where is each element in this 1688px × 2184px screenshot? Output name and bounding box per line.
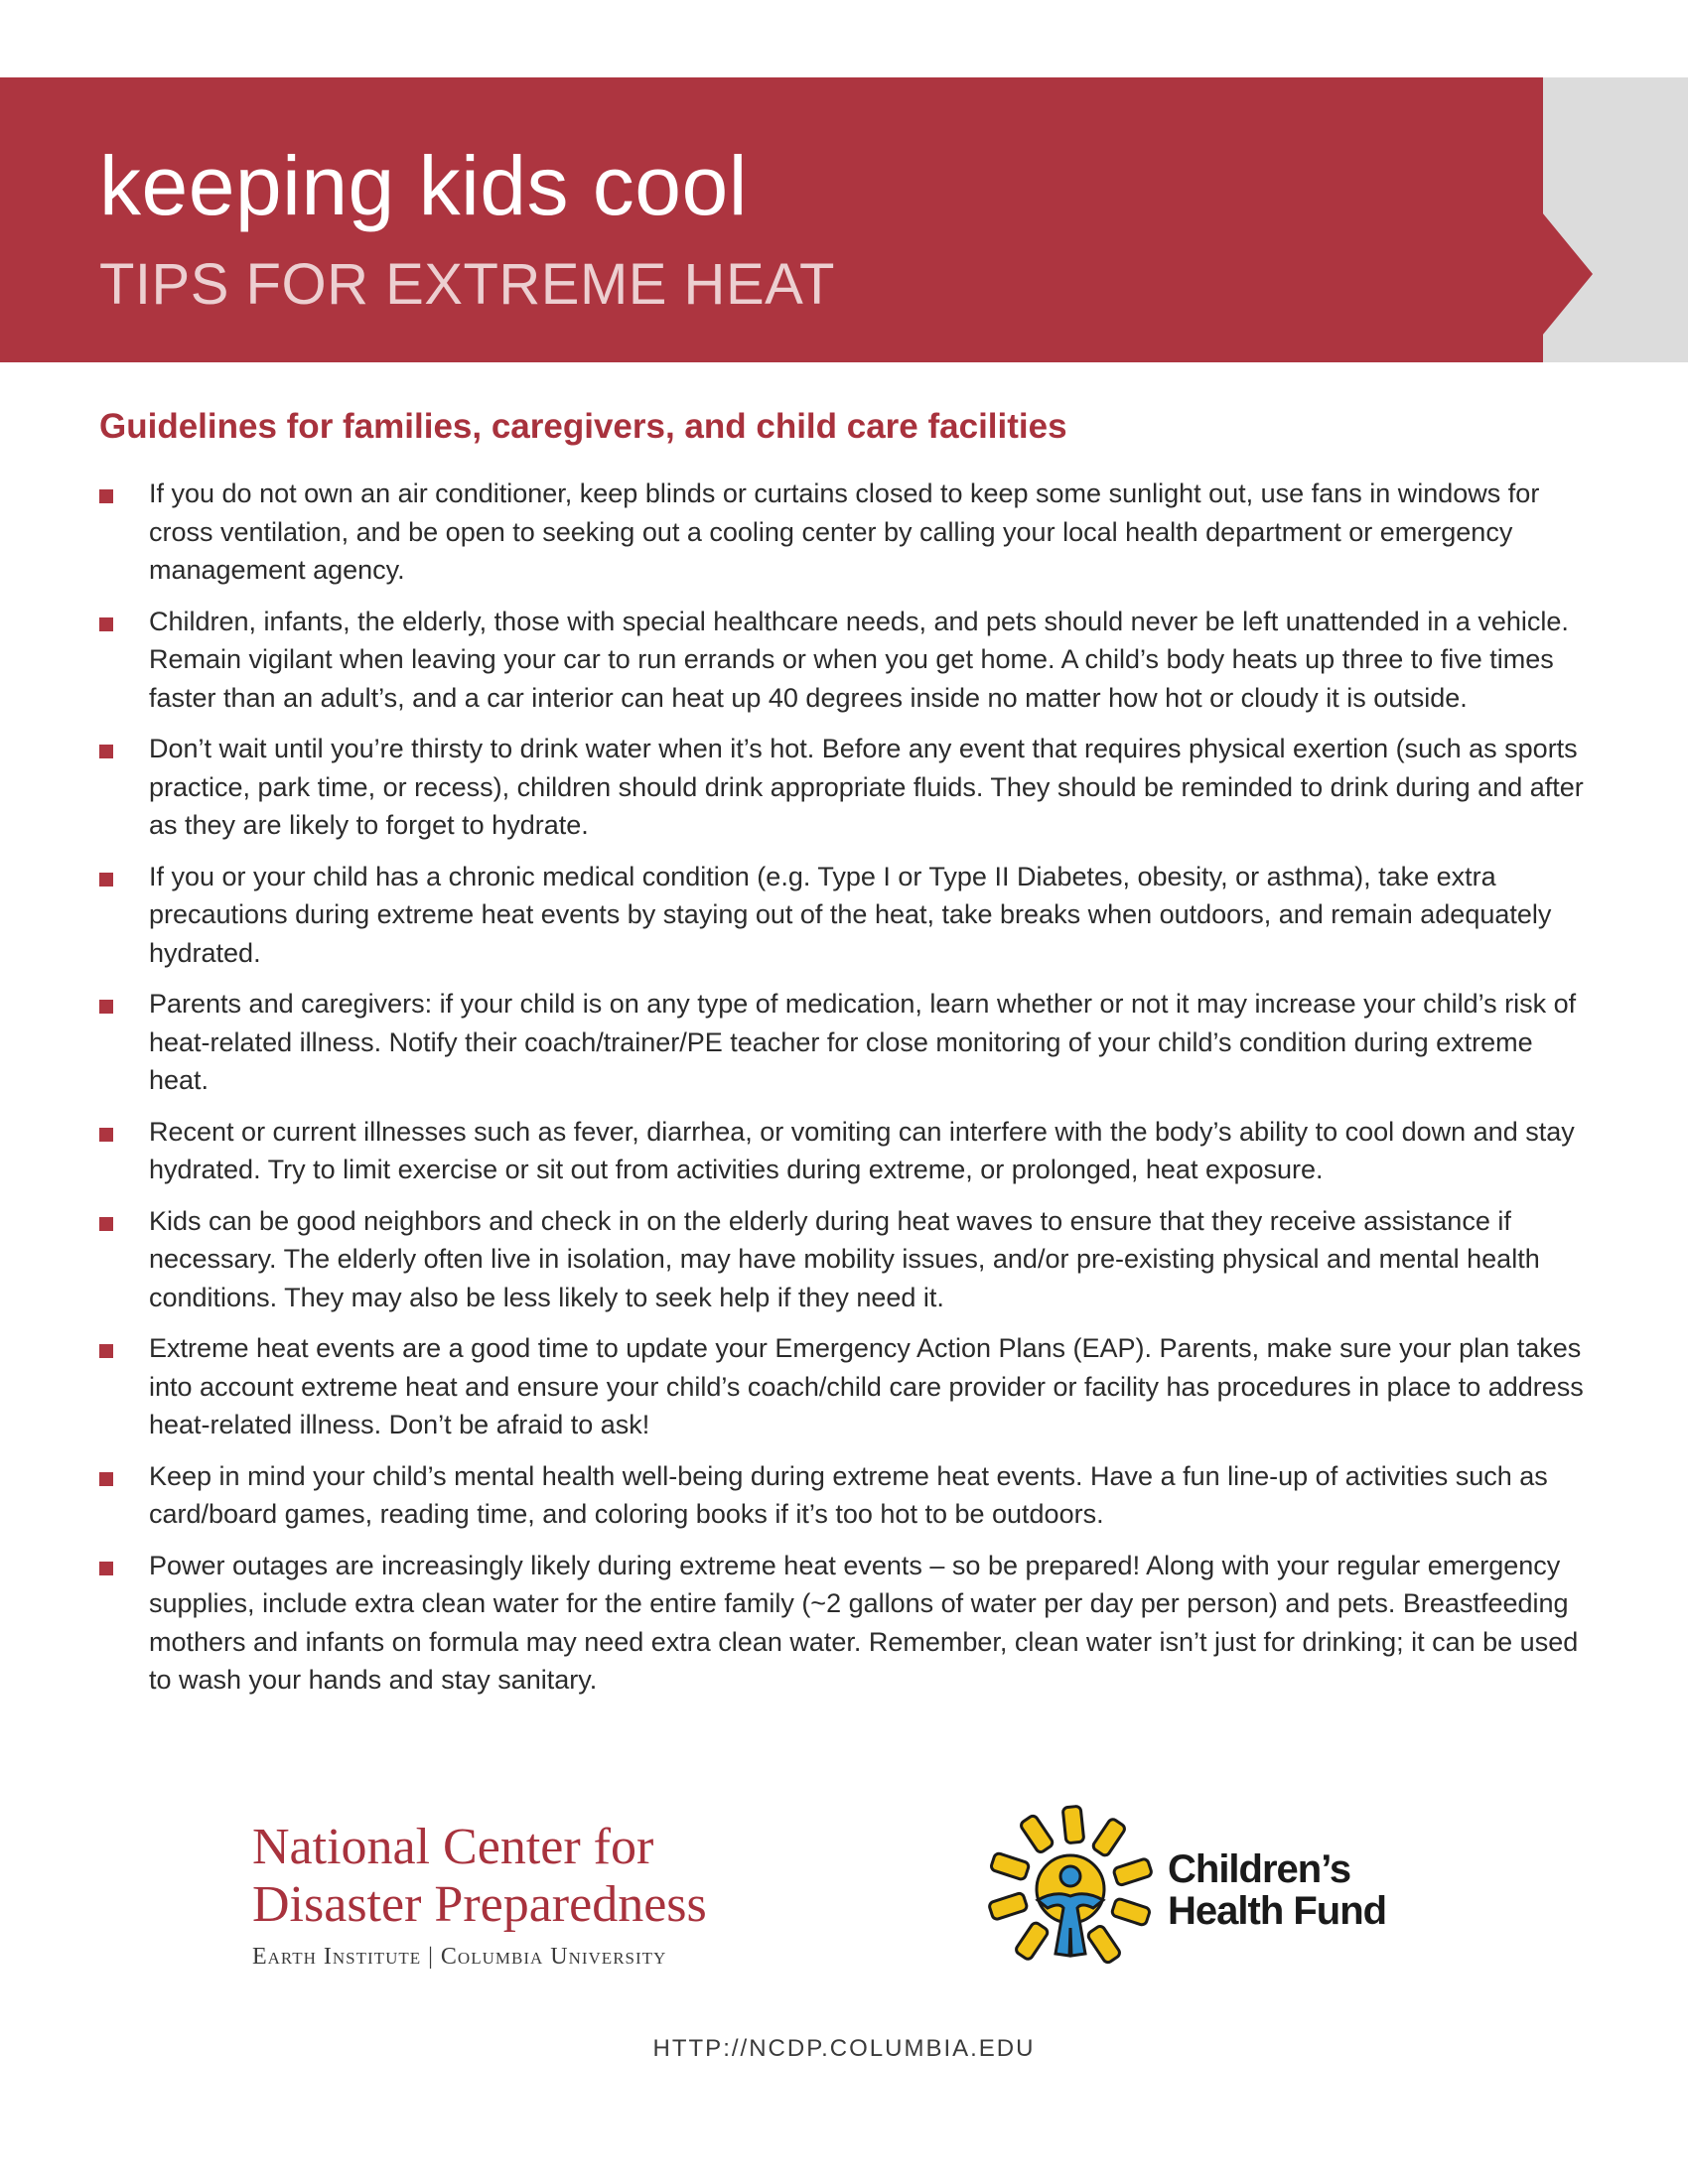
list-item-text: Power outages are increasingly likely during extreme heat events – so be prepared! Along with your regular emergency supplies, include extra clean water for the entire family (~2 gallons of water per day per person) and pets. Breastfeeding mothers and infants on formula may need extra clean water. Remember, clean water isn’t just for drinking; it can be used to wash your hands and stay sanitary. (149, 1550, 1579, 1695)
ncdp-logo (252, 1819, 707, 1971)
square-bullet-icon (99, 617, 113, 631)
page-title: keeping kids cool (99, 139, 748, 232)
ncdp-logo-subline: Earth Institute | Columbia University (252, 1944, 667, 1970)
ncdp-logo-line1: National Center for (252, 1819, 654, 1875)
list-item (95, 1329, 1595, 1444)
list-item-text: Parents and caregivers: if your child is on any type of medication, learn whether or not it may increase your child’s risk of heat-related illness. Notify their coach/trainer/PE teacher for close monitoring of your child’s condition during extreme heat. (149, 989, 1577, 1095)
square-bullet-icon (99, 873, 113, 887)
square-bullet-icon (99, 745, 113, 758)
list-item-text: If you do not own an air conditioner, keep blinds or curtains closed to keep some sunlight out, use fans in windows for cross ventilation, and be open to seeking out a cooling center by calling your local health department or emergency management agency. (149, 478, 1540, 585)
childrens-health-fund-logo-text (1168, 1848, 1386, 1932)
list-item-text: If you or your child has a chronic medical condition (e.g. Type I or Type II Diabetes, obesity, or asthma), take extra precautions during extreme heat events by staying out of the heat, take breaks when outdoors, and remain adequately hydrated. (149, 861, 1552, 968)
list-item (95, 858, 1595, 973)
list-item (95, 985, 1595, 1100)
square-bullet-icon (99, 1472, 113, 1486)
square-bullet-icon (99, 1562, 113, 1575)
square-bullet-icon (99, 1000, 113, 1014)
list-item-text: Don’t wait until you’re thirsty to drink water when it’s hot. Before any event that requires physical exertion (such as sports practice, park time, or recess), children should drink appropriate fluids. They should be reminded to drink during and after as they are likely to forget to hydrate. (149, 734, 1584, 840)
childrens-health-fund-sun-icon (986, 1805, 1155, 1974)
square-bullet-icon (99, 1217, 113, 1231)
square-bullet-icon (99, 1128, 113, 1142)
square-bullet-icon (99, 489, 113, 503)
list-item-text: Children, infants, the elderly, those with special healthcare needs, and pets should never be left unattended in a vehicle. Remain vigilant when leaving your car to run errands or when you get home. A child’s body heats up three to five times faster than an adult’s, and a car interior can heat up 40 degrees inside no matter how hot or cloudy it is outside. (149, 606, 1569, 713)
list-item (95, 1547, 1595, 1700)
chf-logo-line1: Children’s (1168, 1847, 1351, 1891)
list-item-text: Keep in mind your child’s mental health well-being during extreme heat events. Have a fun line-up of activities such as card/board games, reading time, and coloring books if it’s too hot to be outdoors. (149, 1460, 1548, 1529)
list-item-text: Extreme heat events are a good time to update your Emergency Action Plans (EAP). Parents, make sure your plan takes into account extreme heat and ensure your child’s coach/child care provider or facility has procedures in place to address heat-related illness. Don’t be afraid to ask! (149, 1333, 1584, 1439)
list-item (95, 603, 1595, 718)
page-subtitle: TIPS FOR EXTREME HEAT (99, 252, 835, 317)
list-item-text: Kids can be good neighbors and check in on the elderly during heat waves to ensure that they receive assistance if necessary. The elderly often live in isolation, may have mobility issues, and/or pre-existing physical and mental health conditions. They may also be less likely to seek help if they need it. (149, 1205, 1540, 1312)
chf-logo-line2: Health Fund (1168, 1889, 1387, 1933)
list-item (95, 1113, 1595, 1189)
ncdp-logo-line2: Disaster Preparedness (252, 1876, 707, 1933)
list-item-text: Recent or current illnesses such as fever, diarrhea, or vomiting can interfere with the body’s ability to cool down and stay hydrated. Try to limit exercise or sit out from activities during extreme, or prolonged, heat exposure. (149, 1116, 1575, 1184)
list-item (95, 1457, 1595, 1534)
square-bullet-icon (99, 1344, 113, 1358)
tips-list (95, 475, 1595, 1712)
list-item (95, 475, 1595, 590)
list-item (95, 1202, 1595, 1317)
footer-url: HTTP://NCDP.COLUMBIA.EDU (652, 2035, 1036, 2062)
section-heading: Guidelines for families, caregivers, and child care facilities (99, 407, 1067, 446)
list-item (95, 730, 1595, 845)
